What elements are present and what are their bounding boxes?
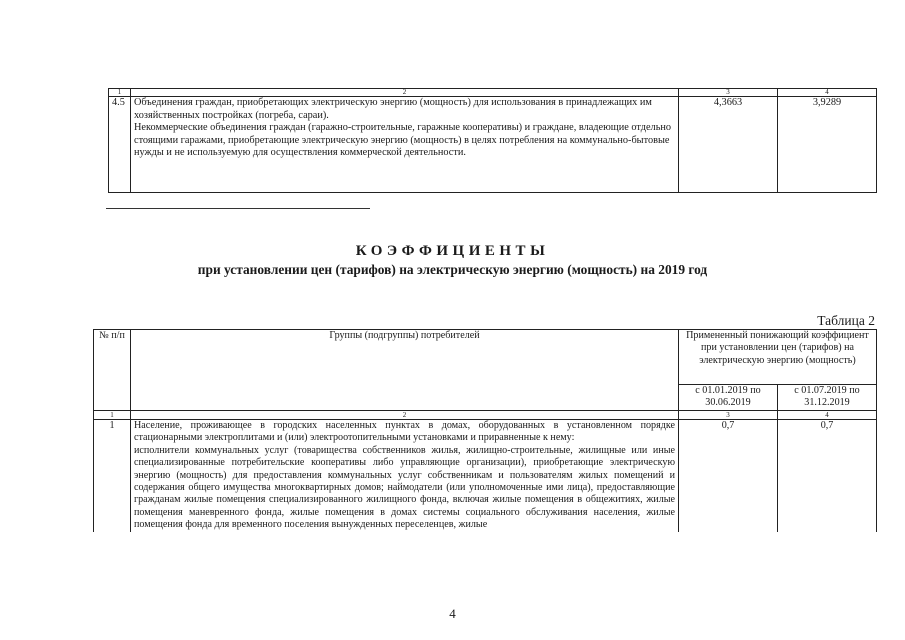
table-label: Таблица 2 bbox=[817, 313, 875, 328]
column-index-cell: 3 bbox=[679, 411, 778, 420]
document-subtitle: при установлении цен (тарифов) на электрическую энергию (мощность) на 2019 год bbox=[197, 262, 708, 277]
row-value: 0,7 bbox=[778, 420, 877, 532]
column-index-cell: 2 bbox=[131, 89, 679, 97]
row-description bbox=[131, 97, 679, 193]
coefficients-table bbox=[93, 329, 877, 532]
document-title: КОЭФФИЦИЕНТЫ bbox=[355, 243, 550, 259]
row-number: 4.5 bbox=[109, 97, 131, 193]
page-number: 4 bbox=[449, 606, 456, 621]
column-index-cell: 3 bbox=[679, 89, 778, 97]
table-header-row bbox=[94, 330, 877, 385]
description-paragraph: Население, проживающее в городских населенных пунктах в домах, оборудованных в установленном порядке стационарными электроплитами и (или) электроотопительными установками и приравненные к нему: bbox=[134, 420, 675, 444]
column-index-cell: 4 bbox=[778, 411, 877, 420]
row-value: 4,3663 bbox=[679, 97, 778, 193]
header-period: с 01.01.2019 по 30.06.2019 bbox=[679, 385, 778, 411]
row-number: 1 bbox=[94, 420, 131, 532]
footnote-divider bbox=[106, 208, 370, 209]
description-paragraph: Объединения граждан, приобретающих электрическую энергию (мощность) для использования в принадлежащих им хозяйственных постройках (погреба, сараи). bbox=[134, 97, 652, 121]
description-paragraph: исполнители коммунальных услуг (товарищества собственников жилья, жилищно-строительные, жилищные или иные специализированные потребительские кооперативы либо управляющие организации), приобретающие электрическую энергию (мощность) для предоставления коммунальных услуг собственникам и пользователям жилых помещений и содержания общего имущества многоквартирных домов; наймодатели (или уполномоченные ими лица), предоставляющие гражданам жилые помещения специализированного жилищного фонда, включая жилые помещения в общежитиях, жилые помещения маневренного фонда, жилые помещения в домах системы социального обслуживания населения, жилые помещения фонда для временного поселения вынужденных переселенцев, жилые bbox=[134, 444, 675, 531]
column-index-cell: 1 bbox=[109, 89, 131, 97]
row-value: 3,9289 bbox=[778, 97, 877, 193]
column-index-cell: 2 bbox=[131, 411, 679, 420]
column-index-row bbox=[109, 89, 877, 97]
header-groups: Группы (подгруппы) потребителей bbox=[131, 330, 679, 411]
header-number: № п/п bbox=[94, 330, 131, 411]
row-value: 0,7 bbox=[679, 420, 778, 532]
header-period: с 01.07.2019 по 31.12.2019 bbox=[778, 385, 877, 411]
table-row bbox=[94, 420, 877, 532]
column-index-cell: 1 bbox=[94, 411, 131, 420]
column-index-cell: 4 bbox=[778, 89, 877, 97]
description-paragraph: Некоммерческие объединения граждан (гаражно-строительные, гаражные кооперативы) и граждане, владеющие отдельно стоящими гаражами, приобретающие электрическую энергию (мощность) в целях потребления на коммунально-бытовые нужды и не используемую для осуществления коммерческой деятельности. bbox=[134, 122, 672, 159]
row-description bbox=[131, 420, 679, 532]
header-coefficient: Примененный понижающий коэффициент при установлении цен (тарифов) на электрическую энергию (мощность) bbox=[679, 330, 877, 385]
table-row bbox=[109, 97, 877, 193]
column-index-row bbox=[94, 411, 877, 420]
continued-tariff-table bbox=[108, 88, 877, 193]
